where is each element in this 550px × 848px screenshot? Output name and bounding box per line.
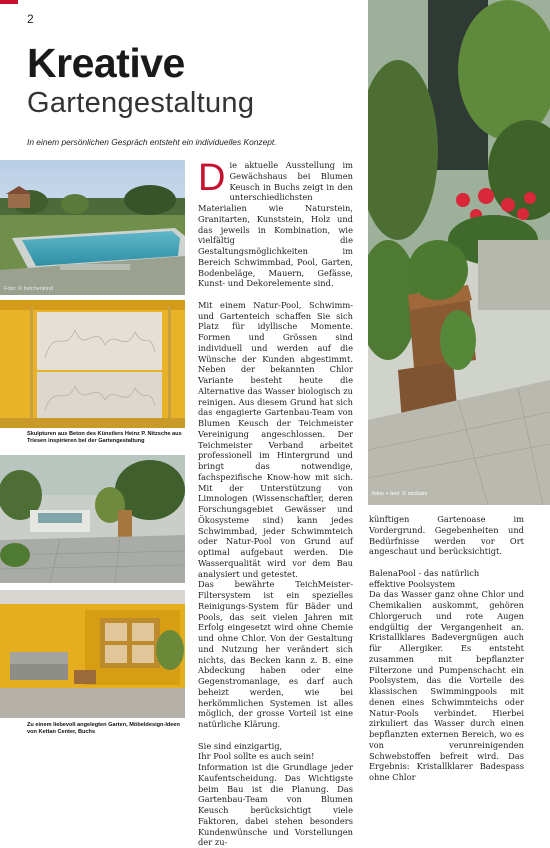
photo-sculpture — [0, 300, 185, 428]
page-title: Kreative — [27, 40, 185, 86]
photo-plants — [368, 0, 550, 505]
article-paragraph: Die aktuelle Ausstellung im Gewächshaus bei Blumen Keusch in Buchs zeigt in den unterschiedlichsten Materialien wie Naturstein, Granitarten, Kunststein, Holz und das jeweils in Kombination, wie vielfältig die Gestaltungsmöglichkeiten im Bereich Schwimmbad, Pool, Garten, Bodenbeläge, Mauern, Gefässe, Kunst- und Dekorelemente sind. — [198, 157, 353, 289]
article-subheading: effektive Poolsystem — [369, 578, 456, 589]
photo-plants-credit: fotos + text: © exclusiv — [372, 491, 428, 497]
page-subtitle: Gartengestaltung — [27, 87, 255, 119]
photo-pool — [0, 160, 185, 295]
article-paragraph: Das bewährte TeichMeister-Filtersystem ist ein spezielles Reinigungs-System für Bäder und Pools, das seit vielen Jahren mit Erfolg eingesetzt wird ohne Chemie und ohne Chlor. Von der Gestaltung und Nutzung her verändert sich nichts, das Becken kann z. B. eine Abdeckung haben oder eine Gegenstromanlage, es darf auch beheizt werden, wie bei herkömmlichen Systemen ist alles möglich, der grosse Vorteil ist eine natürliche Klärung. — [198, 579, 353, 729]
photo-sculpture-caption: Skulpturen aus Beton des Künstlers Heinz P. Nitzsche aus Triesen inspirieren bei der Gartengestaltung — [27, 431, 182, 444]
article-paragraph: Da das Wasser ganz ohne Chlor und Chemikalien auskommt, gehören Chlorgeruch und rote Augen endgültig der Vergangenheit an. Kristallklares Badevergnügen auch für Allergiker. Es entsteht zusammen mit bepflanzter Filterzone und Pumpenschacht ein Poolsystem, das die Vorteile des klassischen Swimmingpools mit denen eines Schwimmteichs oder Natur-Pools verbindet. Hierbei zirkuliert das Wasser durch einen bepflanzten externen Bereich, wo es von verunreinigenden Schwebstoffen befreit wird. Das Ergebnis: Kristallklarer Badespass ohne Chlor — [369, 589, 524, 782]
article-subheading: BalenaPool - das natürlich — [369, 567, 480, 578]
photo-living-caption: Zu einem liebevoll angelegten Garten, Möbeldesign-Ideen von Kettan Center, Buchs — [27, 722, 180, 735]
photo-pool-credit: Foto: © belchenkind — [4, 286, 53, 292]
photo-garden — [0, 455, 185, 583]
article-subheading: Sie sind einzigartig, — [198, 740, 283, 751]
article-column-1 — [198, 157, 353, 848]
drop-cap: D — [198, 157, 226, 199]
article-subheading: Ihr Pool sollte es auch sein! — [198, 751, 315, 762]
photo-living — [0, 590, 185, 718]
article-paragraph: Mit einem Natur-Pool, Schwimm- und Gartenteich schaffen Sie sich Platz für idyllische Momente. Formen und Grössen sind individuell und werden auf die Wünsche der Kunden abgestimmt. Neben der bekannten Chlor Variante besteht heute die Alternative das Wasser biologisch zu reinigen. Aus diesem Grund hat sich das engagierte Gartenbau-Team von Blumen Keusch der Teichmeister Vereinigung angeschlossen. Der Teichmeister Verband arbeitet professionell im Hintergrund und bringt das notwendige, fachspezifische Know-how mit sich. Mit der Unterstützung von Limnologen (Wissenschaftler, deren Forschungsgebiet Gewässer und Ökosysteme sind) kann jedes Schwimmbad, jeder Schwimmteich oder Natur-Pool von Grund auf optimal aufgebaut werden. Die Wasserqualität wird vor dem Bau analysiert und getestet. — [198, 299, 353, 579]
page-accent-bar — [0, 0, 18, 4]
page-number: 2 — [27, 12, 34, 26]
article-column-2 — [369, 514, 524, 783]
lead-text: In einem persönlichen Gespräch entsteht ein individuelles Konzept. — [27, 137, 277, 147]
article-paragraph: Information ist die Grundlage jeder Kaufentscheidung. Das Wichtigste beim Bau ist die Planung. Das Gartenbau-Team von Blumen Keusch berücksichtigt viele Faktoren, dabei stehen besonders Kundenwünsche und Vorstellungen der zu- — [198, 762, 353, 848]
article-paragraph: künftigen Gartenoase im Vordergrund. Gegebenheiten und Bedürfnisse werden vor Ort angeschaut und berücksichtigt. — [369, 514, 524, 557]
